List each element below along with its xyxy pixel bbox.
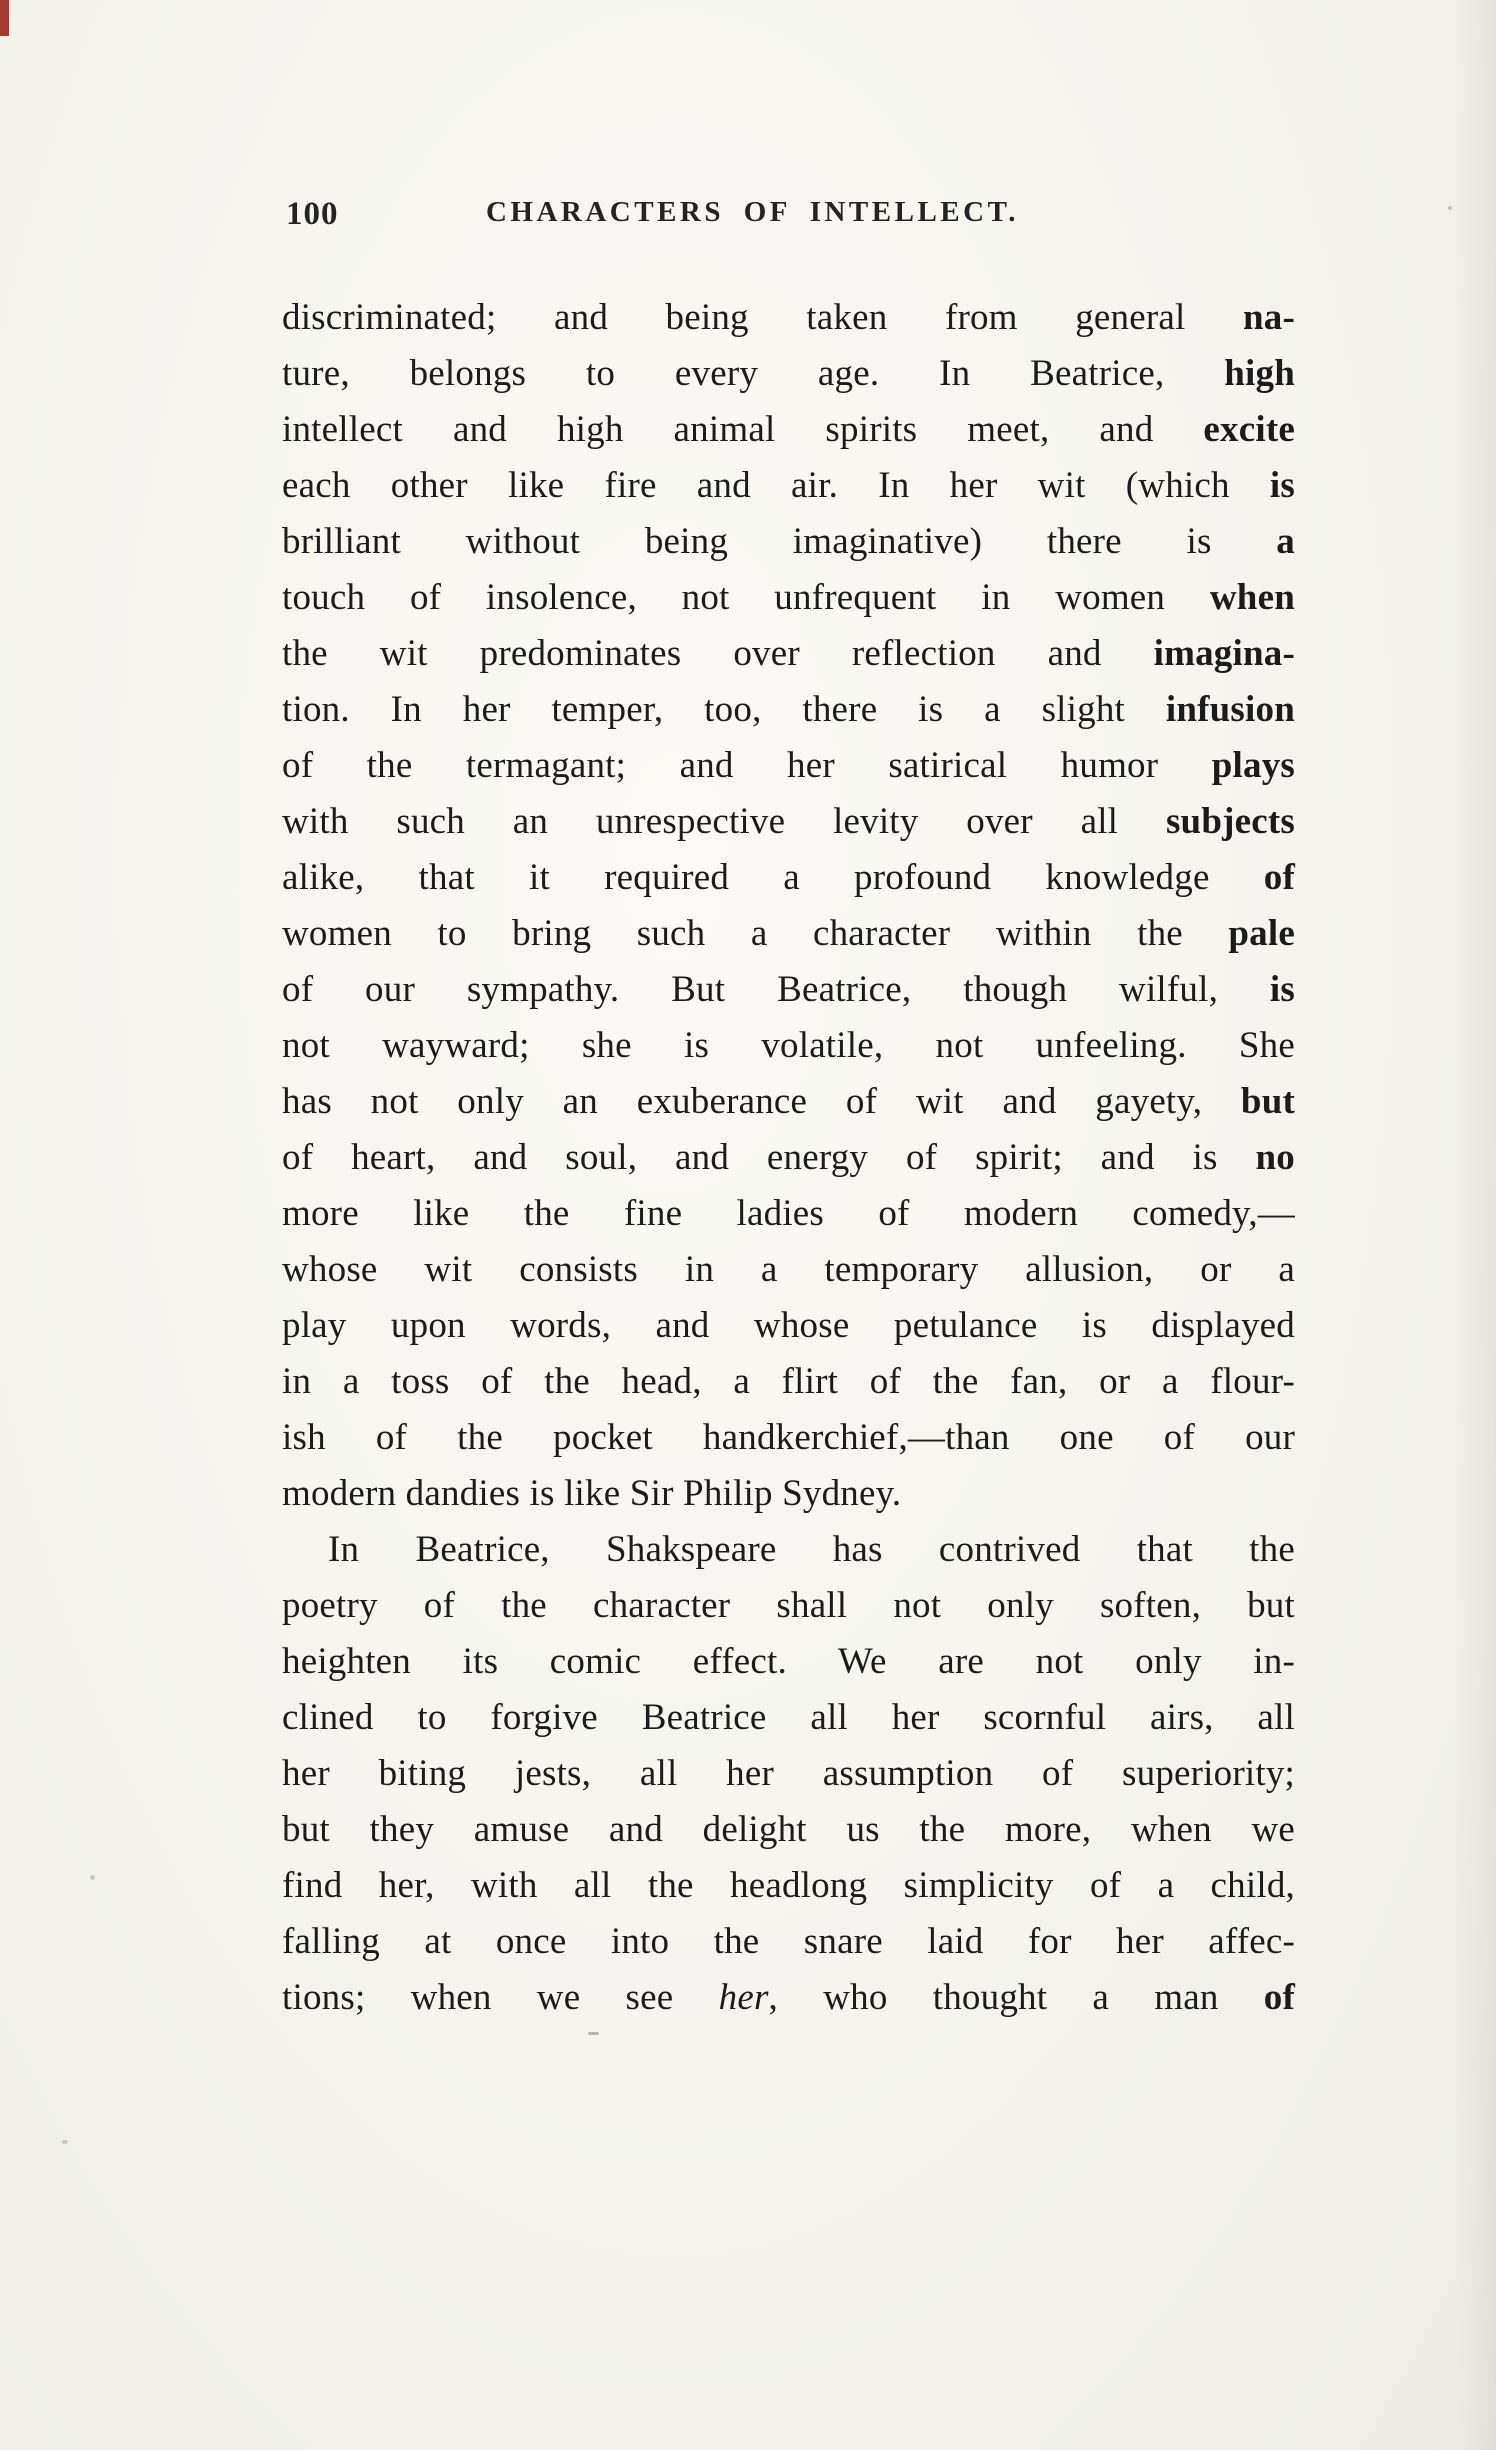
text-segment: tion. In her temper, too, there is a slight: [282, 689, 1166, 730]
text-line: [282, 1578, 1295, 1634]
text-line: [282, 1690, 1295, 1746]
text-line: [282, 570, 1295, 626]
text-line: [282, 682, 1295, 738]
bold-text: but: [1240, 1081, 1295, 1122]
text-segment: the wit predominates over reflection and: [282, 633, 1154, 674]
text-segment: find her, with all the headlong simplicity of a child,: [282, 1865, 1295, 1906]
bold-text: subjects: [1165, 801, 1295, 842]
text-line: [282, 1186, 1295, 1242]
scan-artifact-red: [0, 0, 9, 36]
page-number: 100: [286, 196, 339, 232]
text-line: [282, 1634, 1295, 1690]
text-segment: intellect and high animal spirits meet, and: [282, 409, 1204, 450]
text-segment: more like the fine ladies of modern comedy,—: [282, 1193, 1295, 1234]
text-line: [282, 458, 1295, 514]
text-segment: , who thought a man: [768, 1977, 1264, 2018]
text-line: [282, 1466, 1295, 1522]
scan-edge-shade: [1454, 0, 1496, 2450]
text-segment: discriminated; and being taken from general: [282, 297, 1243, 338]
text-segment: clined to forgive Beatrice all her scornful airs, all: [282, 1697, 1295, 1738]
text-line: [282, 1746, 1295, 1802]
text-segment: of heart, and soul, and energy of spirit; and is: [282, 1137, 1256, 1178]
text-segment: modern dandies is like Sir Philip Sydney.: [282, 1473, 902, 1514]
text-line: [282, 402, 1295, 458]
text-line: [282, 346, 1295, 402]
text-line: [282, 1242, 1295, 1298]
text-line: [282, 1018, 1295, 1074]
text-line: [282, 290, 1295, 346]
text-segment: tions; when we see: [282, 1977, 719, 2018]
text-segment: play upon words, and whose petulance is displayed: [282, 1305, 1295, 1346]
bold-text: of: [1263, 857, 1295, 898]
bold-text: no: [1255, 1137, 1295, 1178]
text-segment: of our sympathy. But Beatrice, though wilful,: [282, 969, 1270, 1010]
text-segment: in a toss of the head, a flirt of the fan, or a flour-: [282, 1361, 1295, 1402]
text-segment: each other like fire and air. In her wit (which: [282, 465, 1270, 506]
text-segment: of the termagant; and her satirical humor: [282, 745, 1212, 786]
text-line: [282, 850, 1295, 906]
text-segment: with such an unrespective levity over all: [282, 801, 1166, 842]
text-line: [282, 1130, 1295, 1186]
bold-text: plays: [1211, 745, 1295, 786]
text-line: [282, 626, 1295, 682]
bold-text: a: [1276, 521, 1295, 562]
text-line: [282, 738, 1295, 794]
scan-speck: [62, 2140, 68, 2144]
bold-text: pale: [1228, 913, 1295, 954]
text-line: [282, 1858, 1295, 1914]
bold-text: high: [1224, 353, 1295, 394]
bold-text: na-: [1243, 297, 1295, 338]
text-line: [282, 1802, 1295, 1858]
text-segment: whose wit consists in a temporary allusion, or a: [282, 1249, 1295, 1290]
text-segment: women to bring such a character within the: [282, 913, 1229, 954]
text-line: [282, 1354, 1295, 1410]
bold-text: is: [1269, 465, 1295, 506]
running-head: [282, 196, 1295, 240]
bold-text: is: [1269, 969, 1295, 1010]
text-line: [282, 1914, 1295, 1970]
bold-text: when: [1209, 577, 1295, 618]
scan-speck: [588, 2032, 599, 2035]
text-segment: In Beatrice, Shakspeare has contrived that the: [328, 1529, 1295, 1570]
text-segment: ture, belongs to every age. In Beatrice,: [282, 353, 1225, 394]
text-segment: touch of insolence, not unfrequent in women: [282, 577, 1210, 618]
text-segment: poetry of the character shall not only soften, but: [282, 1585, 1295, 1626]
text-segment: alike, that it required a profound knowledge: [282, 857, 1264, 898]
italic-text: her: [718, 1977, 769, 2018]
bold-text: imagina-: [1153, 633, 1295, 674]
scan-speck: [1448, 206, 1452, 210]
bold-text: infusion: [1165, 689, 1295, 730]
text-line: [282, 514, 1295, 570]
text-line: [282, 1074, 1295, 1130]
text-segment: her biting jests, all her assumption of superiority;: [282, 1753, 1295, 1794]
text-line: [282, 1522, 1295, 1578]
bold-text: of: [1263, 1977, 1295, 2018]
running-head-title: CHARACTERS OF INTELLECT.: [485, 196, 1020, 228]
text-line: [282, 906, 1295, 962]
text-segment: falling at once into the snare laid for her affec-: [282, 1921, 1295, 1962]
text-segment: not wayward; she is volatile, not unfeeling. She: [282, 1025, 1295, 1066]
bold-text: excite: [1203, 409, 1295, 450]
text-segment: has not only an exuberance of wit and gayety,: [282, 1081, 1241, 1122]
text-line: [282, 1410, 1295, 1466]
text-segment: brilliant without being imaginative) there is: [282, 521, 1277, 562]
text-segment: ish of the pocket handkerchief,—than one of our: [282, 1417, 1295, 1458]
text-line: [282, 962, 1295, 1018]
body-text: [282, 290, 1295, 2026]
text-line: [282, 1298, 1295, 1354]
text-line: [282, 1970, 1295, 2026]
text-segment: heighten its comic effect. We are not only in-: [282, 1641, 1295, 1682]
text-line: [282, 794, 1295, 850]
scan-speck: [90, 1875, 95, 1880]
text-segment: but they amuse and delight us the more, when we: [282, 1809, 1295, 1850]
